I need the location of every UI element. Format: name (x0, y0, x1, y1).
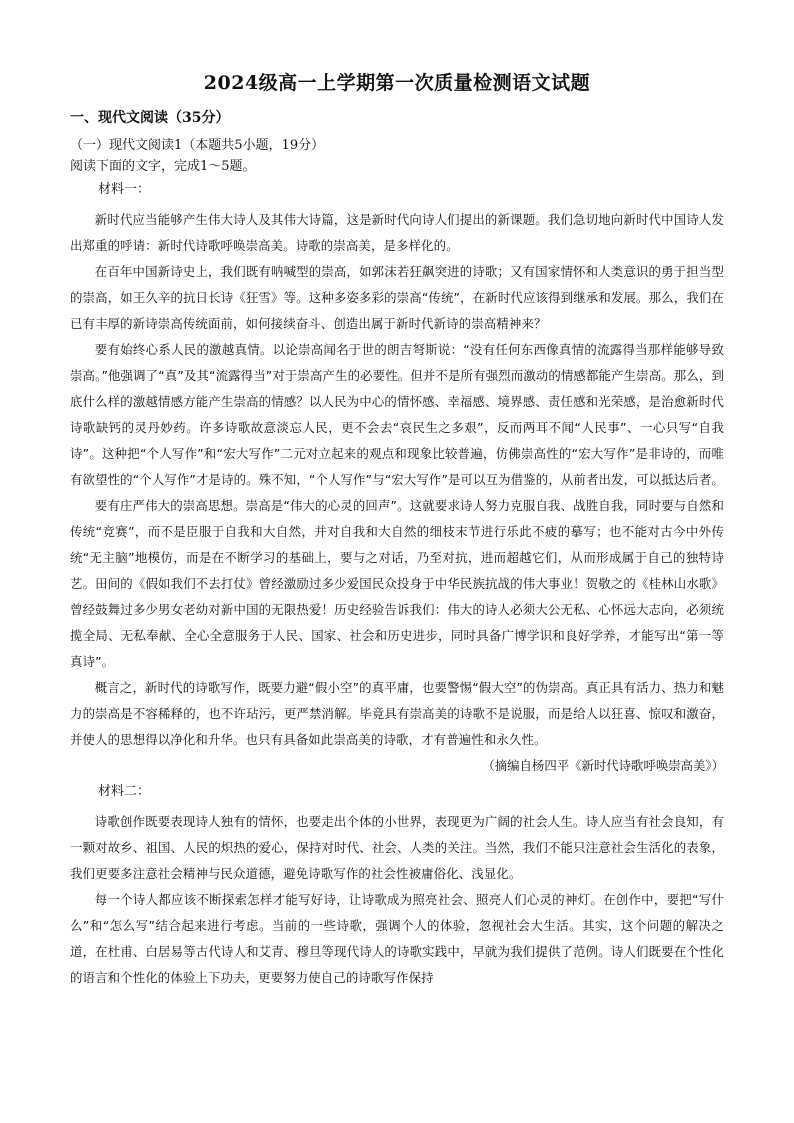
material-1-paragraph: 新时代应当能够产生伟大诗人及其伟大诗篇，这是新时代向诗人们提出的新课题。我们急切地向新时代中国诗人发出郑重的呼请：新时代诗歌呼唤崇高美。诗歌的崇高美，是多样化的。 (70, 212, 724, 253)
material-1-source: （摘编自杨四平《新时代诗歌呼唤崇高美》） (482, 758, 724, 773)
material-2-paragraph: 诗歌创作既要表现诗人独有的情怀，也要走出个体的小世界，表现更为广阔的社会人生。诗人应当有社会良知，有一颗对故乡、祖国、人民的炽热的爱心，保持对时代、社会、人类的关注。当然，我们不能只注意社会生活化的表象，我们更要多注意社会精神与民众道德，避免诗歌写作的社会性被庸俗化、浅显化。 (70, 814, 724, 881)
material-2-paragraph: 每一个诗人都应该不断探索怎样才能写好诗，让诗歌成为照亮社会、照亮人们心灵的神灯。在创作中，要把“写什么”和“怎么写”结合起来进行考虑。当前的一些诗歌，强调个人的体验，忽视社会大生活。其实，这个问题的解决之道，在杜甫、白居易等古代诗人和艾青、穆旦等现代诗人的诗歌实践中，早就为我们提供了范例。诗人们既要在个性化的语言和个性化的体验上下功夫，更要努力使自己的诗歌写作保持 (70, 892, 724, 985)
exam-title: 2024级高一上学期第一次质量检测语文试题 (203, 72, 591, 94)
material-1-label: 材料一： (98, 182, 151, 197)
reading-instruction: 阅读下面的文字，完成1～5题。 (70, 159, 256, 174)
material-1-paragraph: 要有庄严伟大的崇高思想。崇高是“伟大的心灵的回声”。这就要求诗人努力克服自我、战胜自我，同时要与自然和传统“竞赛”，而不是臣服于自我和大自然，并对自我和大自然的细枝末节进行乐此不疲的摹写；也不能对古今中外传统“无主脑”地模仿，而是在不断学习的基础上，要与之对话，乃至对抗，进而超越它们，从而形成属于自己的独特诗艺。田间的《假如我们不去打仗》曾经激励过多少爱国民众投身于中华民族抗战的伟大事业！贺敬之的《桂林山水歌》曾经鼓舞过多少男女老幼对新中国的无限热爱！历史经验告诉我们：伟大的诗人必须大公无私、心怀远大志向，必须统揽全局、无私奉献、全心全意服务于人民、国家、社会和历史进步，同时具备广博学识和良好学养，才能写出“第一等真诗”。 (70, 498, 724, 669)
material-1-paragraph: 概言之，新时代的诗歌写作，既要力避“假小空”的真平庸，也要警惕“假大空”的伪崇高。真正具有活力、热力和魅力的崇高是不容稀释的，也不许玷污，更严禁消解。毕竟具有崇高美的诗歌不是说服，而是给人以狂喜、惊叹和激奋，并使人的思想得以净化和升华。也只有具备如此崇高美的诗歌，才有普遍性和永久性。 (70, 680, 724, 747)
material-1-paragraph: 要有始终心系人民的激越真情。以论崇高闻名于世的朗吉弩斯说：“没有任何东西像真情的流露得当那样能够导致崇高。”他强调了“真”及其“流露得当”对于崇高产生的必要性。但并不是所有强烈而激动的情感都能产生崇高。那么，到底什么样的激越情感方能产生崇高的情感？以人民为中心的情怀感、幸福感、境界感、责任感和光荣感，是治愈新时代诗歌缺钙的灵丹妙药。许多诗歌故意淡忘人民，更不会去“哀民生之多艰”，反而两耳不闻“人民事”、一心只写“自我诗”。这种把“个人写作”和“宏大写作”二元对立起来的观点和现象比较普遍，仿佛崇高性的“宏大写作”是非诗的，而唯有欲望性的“个人写作”才是诗的。殊不知，“个人写作”与“宏大写作”是可以互为借鉴的，从前者出发，可以抵达后者。 (70, 342, 724, 487)
subsection-heading: （一）现代文阅读1（本题共5小题，19分） (70, 138, 325, 153)
material-1-paragraph: 在百年中国新诗史上，我们既有呐喊型的崇高，如郭沫若狂飙突进的诗歌；又有国家情怀和人类意识的勇于担当型的崇高，如王久辛的抗日长诗《狂雪》等。这种多姿多彩的崇高“传统”，在新时代应该得到继承和发展。那么，我们在已有丰厚的新诗崇高传统面前，如何接续奋斗、创造出属于新时代新诗的崇高精神来？ (70, 264, 724, 331)
material-2-label: 材料二： (98, 784, 151, 799)
section-heading: 一、现代文阅读（35分） (70, 110, 230, 126)
